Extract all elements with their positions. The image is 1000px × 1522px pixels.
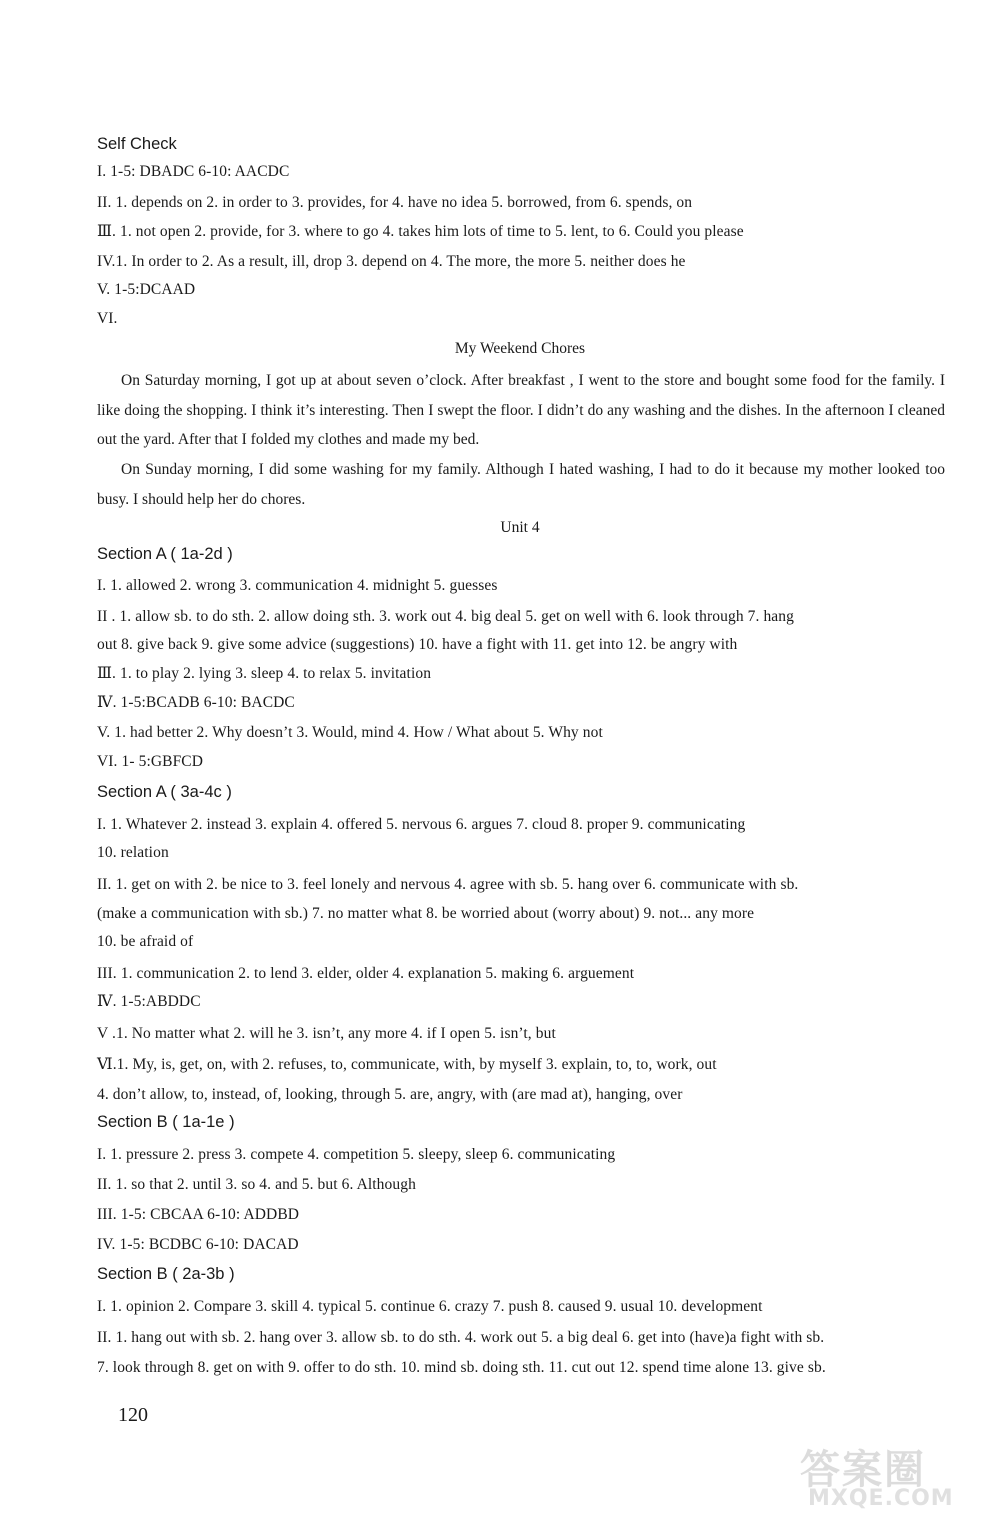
watermark-url: MXQE.COM	[808, 1486, 954, 1511]
sc-3: Ⅲ. 1. not open 2. provide, for 3. where to go 4. takes him lots of time to 5. lent, to 6. Could you please	[97, 223, 744, 240]
sa2-10: 4. don’t allow, to, instead, of, looking, through 5. are, angry, with (are mad at), hanging, over	[97, 1086, 683, 1103]
sc-6: VI.	[97, 310, 118, 327]
self-check-heading: Self Check	[97, 135, 177, 153]
sb2-1: I. 1. opinion 2. Compare 3. skill 4. typical 5. continue 6. crazy 7. push 8. caused 9. usual 10. development	[97, 1298, 763, 1315]
sa1-6: V. 1. had better 2. Why doesn’t 3. Would, mind 4. How / What about 5. Why not	[97, 724, 603, 741]
sa1-4: Ⅲ. 1. to play 2. lying 3. sleep 4. to relax 5. invitation	[97, 665, 432, 682]
watermark-logo	[800, 1438, 990, 1518]
sa1-3: out 8. give back 9. give some advice (suggestions) 10. have a fight with 11. get into 12. be angry with	[97, 636, 738, 653]
sa2-3: II. 1. get on with 2. be nice to 3. feel lonely and nervous 4. agree with sb. 5. hang over 6. communicate with sb.	[97, 876, 799, 893]
sa2-5: 10. be afraid of	[97, 933, 194, 950]
sb1-4: IV. 1-5: BCDBC 6-10: DACAD	[97, 1236, 299, 1253]
sb2-2: II. 1. hang out with sb. 2. hang over 3. allow sb. to do sth. 4. work out 5. a big deal 6. get into (have)a fight with sb.	[97, 1329, 825, 1346]
sa2-4: (make a communication with sb.) 7. no matter what 8. be worried about (worry about) 9. not... any more	[97, 905, 755, 922]
sc-4: IV.1. In order to 2. As a result, ill, drop 3. depend on 4. The more, the more 5. neither does he	[97, 253, 686, 270]
sa2-7: Ⅳ. 1-5:ABDDC	[97, 993, 201, 1010]
sa1-heading: Section A ( 1a-2d )	[97, 545, 233, 563]
sa2-8: V .1. No matter what 2. will he 3. isn’t, any more 4. if I open 5. isn’t, but	[97, 1025, 556, 1042]
sb2-3: 7. look through 8. get on with 9. offer to do sth. 10. mind sb. doing sth. 11. cut out 12. spend time alone 13. give sb.	[97, 1359, 826, 1376]
unit4-title: Unit 4	[500, 519, 540, 536]
sb1-heading: Section B ( 1a-1e )	[97, 1113, 235, 1131]
essay-title: My Weekend Chores	[454, 340, 586, 357]
page-number: 120	[118, 1404, 148, 1426]
sb1-2: II. 1. so that 2. until 3. so 4. and 5. but 6. Although	[97, 1176, 416, 1193]
sa1-2: II . 1. allow sb. to do sth. 2. allow doing sth. 3. work out 4. big deal 5. get on well with 6. look through 7. hang	[97, 608, 794, 625]
sa2-1: I. 1. Whatever 2. instead 3. explain 4. offered 5. nervous 6. argues 7. cloud 8. proper 9. communicating	[97, 816, 746, 833]
sa2-2: 10. relation	[97, 844, 169, 861]
sa2-6: III. 1. communication 2. to lend 3. elder, older 4. explanation 5. making 6. arguement	[97, 965, 635, 982]
essay-paragraph-1: On Saturday morning, I got up at about seven o’clock. After breakfast , I went to the store and bought some food for the family. I like doing the shopping. I think it’s interesting. Then I swept the floor. I didn’t do any washing and the dishes. In the afternoon I cleaned out the yard. After that I folded my clothes and made my bed.	[97, 372, 945, 448]
sb2-heading: Section B ( 2a-3b )	[97, 1265, 235, 1283]
sa1-1: I. 1. allowed 2. wrong 3. communication 4. midnight 5. guesses	[97, 577, 498, 594]
sa2-9: Ⅵ.1. My, is, get, on, with 2. refuses, to, communicate, with, by myself 3. explain, to, to, work, out	[97, 1056, 717, 1073]
sb1-1: I. 1. pressure 2. press 3. compete 4. competition 5. sleepy, sleep 6. communicating	[97, 1146, 616, 1163]
sb1-3: III. 1-5: CBCAA 6-10: ADDBD	[97, 1206, 300, 1223]
sa1-5: Ⅳ. 1-5:BCADB 6-10: BACDC	[97, 694, 295, 711]
sc-5: V. 1-5:DCAAD	[97, 281, 196, 298]
sc-2: II. 1. depends on 2. in order to 3. provides, for 4. have no idea 5. borrowed, from 6. spends, on	[97, 194, 693, 211]
sa2-heading: Section A ( 3a-4c )	[97, 783, 232, 801]
watermark-logo-text: 答案圈	[800, 1447, 926, 1493]
sc-1: I. 1-5: DBADC 6-10: AACDC	[97, 163, 290, 180]
essay-paragraph-2: On Sunday morning, I did some washing for my family. Although I hated washing, I had to do it because my mother looked too busy. I should help her do chores.	[97, 461, 945, 508]
sa1-7: VI. 1- 5:GBFCD	[97, 753, 204, 770]
